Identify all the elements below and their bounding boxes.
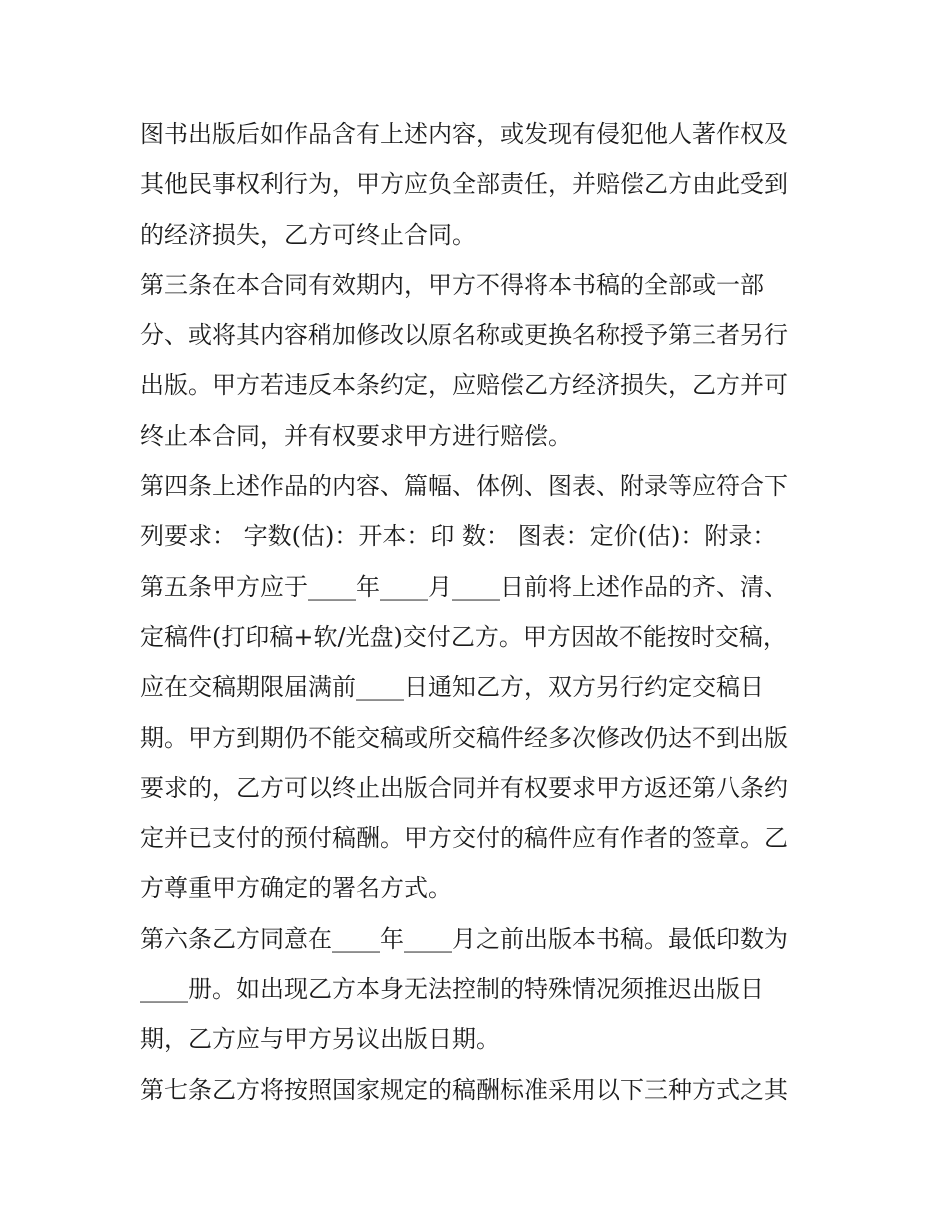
text-line: 分、或将其内容稍加修改以原名称或更换名称授予第三者另行 [140,321,788,350]
text-line: 的经济损失，乙方可终止合同。 [140,220,476,249]
text-line: 列要求： 字数(估)：开本：印 数： 图表：定价(估)：附录： [140,522,777,551]
text-line: 第七条乙方将按照国家规定的稿酬标准采用以下三种方式之其 [140,1075,788,1104]
text-line: 第四条上述作品的内容、篇幅、体例、图表、附录等应符合下 [140,472,788,501]
text-line: 出版。甲方若违反本条约定，应赔偿乙方经济损失，乙方并可 [140,371,788,400]
text-line: 定稿件(打印稿+软/光盘)交付乙方。甲方因故不能按时交稿， [140,622,787,651]
text-line: 图书出版后如作品含有上述内容，或发现有侵犯他人著作权及 [140,120,788,148]
text-line: 要求的，乙方可以终止出版合同并有权要求甲方返还第八条约 [140,773,788,802]
text-line: 终止本合同，并有权要求甲方进行赔偿。 [140,421,572,450]
text-line: 第三条在本合同有效期内，甲方不得将本书稿的全部或一部 [140,270,764,299]
text-line: 第六条乙方同意在____年____月之前出版本书稿。最低印数为 [140,924,788,953]
text-line: ____册。如出现乙方本身无法控制的特殊情况须推迟出版日 [140,975,764,1004]
text-line: 定并已支付的预付稿酬。甲方交付的稿件应有作者的签章。乙 [140,824,788,853]
contract-body-text [140,109,820,1115]
text-line: 期，乙方应与甲方另议出版日期。 [140,1025,500,1054]
text-line: 第五条甲方应于____年____月____日前将上述作品的齐、清、 [140,572,788,601]
text-line: 方尊重甲方确定的署名方式。 [140,874,452,903]
text-line: 其他民事权利行为，甲方应负全部责任，并赔偿乙方由此受到 [140,170,788,199]
text-line: 应在交稿期限届满前____日通知乙方，双方另行约定交稿日 [140,673,764,702]
text-line: 期。甲方到期仍不能交稿或所交稿件经多次修改仍达不到出版 [140,723,788,752]
